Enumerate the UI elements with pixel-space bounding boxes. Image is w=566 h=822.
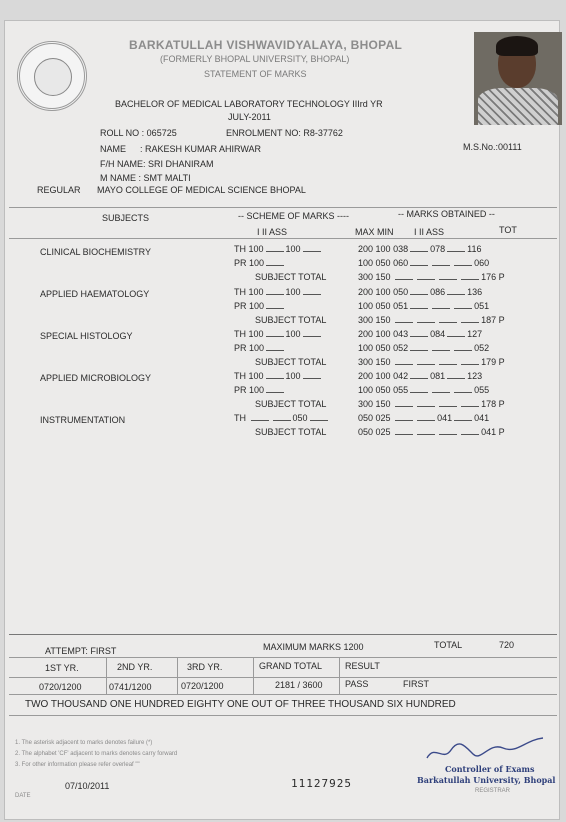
subject-total-label: SUBJECT TOTAL <box>255 399 327 409</box>
marks-row: PR 100 <box>234 301 286 311</box>
subject-total-row: 300 150 187 P <box>358 315 505 325</box>
date-label: DATE <box>15 793 31 799</box>
marks-obtained-row: 100 050 060 060 <box>358 258 490 268</box>
subject-total-row: 300 150 178 P <box>358 399 505 409</box>
total-value: 720 <box>499 640 515 650</box>
col-tot: TOT <box>499 225 517 235</box>
marks-obtained-row: 200 100 042 081 123 <box>358 371 483 381</box>
subject-name: SPECIAL HISTOLOGY <box>40 331 133 341</box>
col-subjects: SUBJECTS <box>102 213 150 223</box>
marks-obtained-row: 200 100 038 078 116 <box>358 244 482 254</box>
subject-name: INSTRUMENTATION <box>40 415 126 425</box>
student-photo <box>474 32 562 125</box>
divider <box>9 694 557 695</box>
roll-no: ROLL NO : 065725 <box>100 128 177 138</box>
marks-row: TH 100 100 <box>234 244 323 254</box>
maximum-marks: MAXIMUM MARKS 1200 <box>263 642 364 652</box>
footer-note: 2. The alphabet 'CF' adjacent to marks denotes carry forward <box>15 751 178 757</box>
marks-row: TH 050 <box>234 413 330 423</box>
attempt: ATTEMPT: FIRST <box>45 646 117 656</box>
course-title: BACHELOR OF MEDICAL LABORATORY TECHNOLOGY IIIrd YR <box>115 99 383 109</box>
marks-obtained-row: 050 025 041 041 <box>358 413 490 423</box>
statement-title: STATEMENT OF MARKS <box>204 69 307 79</box>
marks-obtained-row: 200 100 043 084 127 <box>358 329 483 339</box>
divider <box>9 634 557 635</box>
signature-icon <box>425 736 545 766</box>
regular-label: REGULAR <box>37 185 81 195</box>
col-obtained: -- MARKS OBTAINED -- <box>398 209 495 219</box>
col-max-min: MAX MIN <box>355 227 394 237</box>
subject-total-label: SUBJECT TOTAL <box>255 357 327 367</box>
divider <box>106 657 107 695</box>
col-scheme: -- SCHEME OF MARKS ---- <box>238 211 349 221</box>
divider <box>177 657 178 695</box>
footer-note: 3. For other information please refer overleaf "" <box>15 762 140 768</box>
divider <box>9 715 557 716</box>
yr1-marks: 0720/1200 <box>39 682 82 692</box>
marksheet <box>4 20 560 820</box>
yr3-marks: 0720/1200 <box>181 681 224 691</box>
subject-total-label: SUBJECT TOTAL <box>255 427 327 437</box>
issue-date: 07/10/2011 <box>65 781 110 791</box>
divider <box>9 657 557 658</box>
subject-name: CLINICAL BIOCHEMISTRY <box>40 247 152 257</box>
ms-no: M.S.No.:00111 <box>463 142 522 152</box>
divider <box>9 238 557 239</box>
subject-total-label: SUBJECT TOTAL <box>255 315 327 325</box>
marks-row: TH 100 100 <box>234 371 323 381</box>
subject-total-row: 300 150 176 P <box>358 272 505 282</box>
divider <box>253 657 254 695</box>
yr2-label: 2ND YR. <box>117 662 153 672</box>
subject-name: APPLIED MICROBIOLOGY <box>40 373 152 383</box>
registrar-label: REGISTRAR <box>475 788 511 794</box>
yr1-label: 1ST YR. <box>45 663 79 673</box>
divider <box>9 677 557 678</box>
divider <box>339 657 340 695</box>
college-name: MAYO COLLEGE OF MEDICAL SCIENCE BHOPAL <box>97 185 306 195</box>
controller-title: Controller of Exams <box>445 764 535 774</box>
name-label: NAME <box>100 144 127 154</box>
total-label: TOTAL <box>434 640 463 650</box>
yr2-marks: 0741/1200 <box>109 682 152 692</box>
footer-note: 1. The asterisk adjacent to marks denotes failure (*) <box>15 740 153 746</box>
university-seal-icon <box>17 41 87 111</box>
marks-row: PR 100 <box>234 385 286 395</box>
divider <box>9 207 557 208</box>
subject-total-row: 050 025 041 P <box>358 427 505 437</box>
student-name: : RAKESH KUMAR AHIRWAR <box>140 144 262 154</box>
mother-name: M NAME : SMT MALTI <box>100 173 191 183</box>
marks-row: PR 100 <box>234 258 286 268</box>
father-name: F/H NAME: SRI DHANIRAM <box>100 159 214 169</box>
col-obtained-sub: I II ASS <box>414 227 445 237</box>
yr3-label: 3RD YR. <box>187 662 223 672</box>
col-scheme-sub: I II ASS <box>257 227 288 237</box>
marks-row: TH 100 100 <box>234 329 323 339</box>
serial-number: 11127925 <box>291 777 352 790</box>
marks-obtained-row: 100 050 052 052 <box>358 343 490 353</box>
marks-row: TH 100 100 <box>234 287 323 297</box>
marks-obtained-row: 100 050 051 051 <box>358 301 490 311</box>
university-short: Barkatullah University, Bhopal <box>417 775 556 785</box>
grand-total-label: GRAND TOTAL <box>259 661 323 671</box>
marks-obtained-row: 100 050 055 055 <box>358 385 490 395</box>
university-name: BARKATULLAH VISHWAVIDYALAYA, BHOPAL <box>129 38 403 52</box>
enrolment-no: ENROLMENT NO: R8-37762 <box>226 128 343 138</box>
marks-row: PR 100 <box>234 343 286 353</box>
formerly-name: (FORMERLY BHOPAL UNIVERSITY, BHOPAL) <box>160 54 350 64</box>
division: FIRST <box>403 679 429 689</box>
result-label: RESULT <box>345 661 380 671</box>
subject-total-label: SUBJECT TOTAL <box>255 272 327 282</box>
subject-name: APPLIED HAEMATOLOGY <box>40 289 150 299</box>
grand-total: 2181 / 3600 <box>275 680 323 690</box>
result: PASS <box>345 679 369 689</box>
marks-obtained-row: 200 100 050 086 136 <box>358 287 483 297</box>
subject-total-row: 300 150 179 P <box>358 357 505 367</box>
grand-total-in-words: TWO THOUSAND ONE HUNDRED EIGHTY ONE OUT OF THREE THOUSAND SIX HUNDRED <box>25 699 456 710</box>
session: JULY-2011 <box>228 112 271 122</box>
